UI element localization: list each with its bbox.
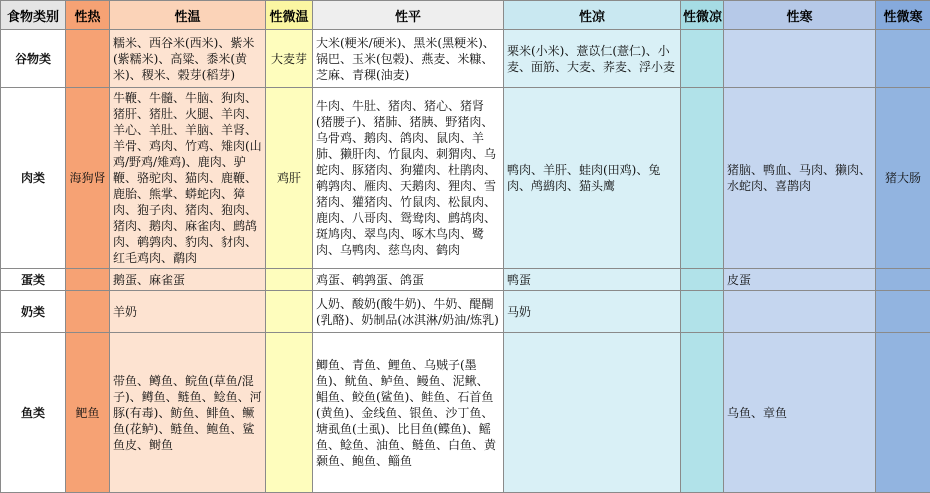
header-slightly-cool: 性微凉 — [681, 1, 724, 30]
table-row-eggs — [1, 269, 930, 291]
cell-neutral: 大米(粳米/硬米)、黑米(黑粳米)、锅巴、玉米(包榖)、燕麦、米糠、芝麻、青稞(油麦) — [313, 30, 504, 88]
header-slightly-cold: 性微寒 — [876, 1, 930, 30]
table-row-dairy — [1, 291, 930, 333]
category-cell: 蛋类 — [1, 269, 66, 291]
cell-hot — [66, 269, 110, 291]
cell-neutral: 鲫鱼、青鱼、鲤鱼、乌贼子(墨鱼)、鱿鱼、鲈鱼、鳗鱼、泥鳅、鲳鱼、鲛鱼(鲨鱼)、鲑鱼、石首鱼(黄鱼)、金线鱼、银鱼、沙丁鱼、塘虱鱼(土虱)、比目鱼(鲽鱼)、鳐鱼、鲶鱼、油鱼、鲢鱼、白鱼、黄颡鱼、鲍鱼、鲻鱼 — [313, 333, 504, 493]
category-cell: 鱼类 — [1, 333, 66, 493]
cell-hot: 海狗肾 — [66, 88, 110, 269]
cell-cool: 栗米(小米)、薏苡仁(薏仁)、小麦、面筋、大麦、荞麦、浮小麦 — [504, 30, 681, 88]
cell-cool — [504, 333, 681, 493]
cell-warm: 牛鞭、牛髓、牛脑、狗肉、猪肝、猪肚、火腿、羊肉、羊心、羊肚、羊脑、羊肾、羊骨、鸡肉、竹鸡、雉肉(山鸡/野鸡/雉鸡)、鹿肉、驴鞭、骆驼肉、猫肉、鹿鞭、鹿胎、熊掌、蟒蛇肉、獐肉、狍子肉、猪肉、狍肉、猪肉、鹅肉、麻雀肉、鹧鸪肉、鹌鹑肉、豹肉、豺肉、红毛鸡肉、鹬肉 — [110, 88, 266, 269]
cell-slightly-warm — [266, 333, 313, 493]
cell-cold: 猪脑、鸭血、马肉、獭肉、水蛇肉、喜鹊肉 — [724, 88, 876, 269]
header-slightly-warm: 性微温 — [266, 1, 313, 30]
cell-cool: 马奶 — [504, 291, 681, 333]
cell-hot — [66, 30, 110, 88]
table-row-meat — [1, 88, 930, 269]
cell-neutral: 人奶、酸奶(酸牛奶)、牛奶、醍醐(乳酪)、奶制品(冰淇淋/奶油/炼乳) — [313, 291, 504, 333]
cell-slightly-cool — [681, 88, 724, 269]
cell-neutral: 牛肉、牛肚、猪肉、猪心、猪肾(猪腰子)、猪肺、猪胰、野猪肉、乌骨鸡、鹅肉、鸽肉、鼠肉、羊肺、獭肝肉、竹鼠肉、刺猬肉、乌蛇肉、豚猪肉、狗獾肉、杜鹃肉、鹌鹑肉、雁肉、天鹅肉、狸肉、雪猪肉、獾猪肉、竹鼠肉、松鼠肉、鹿肉、八哥肉、鸳鸯肉、鹧鸪肉、斑鸠肉、翠鸟肉、啄木鸟肉、鹭肉、乌鸭肉、慈鸟肉、鹤肉 — [313, 88, 504, 269]
category-cell: 奶类 — [1, 291, 66, 333]
cell-slightly-cool — [681, 291, 724, 333]
cell-cold: 乌鱼、章鱼 — [724, 333, 876, 493]
category-cell: 谷物类 — [1, 30, 66, 88]
cell-cold — [724, 291, 876, 333]
table-row-fish — [1, 333, 930, 493]
cell-slightly-cold: 猪大肠 — [876, 88, 930, 269]
cell-cool: 鸭肉、羊肝、蛙肉(田鸡)、兔肉、鸬鹚肉、猫头鹰 — [504, 88, 681, 269]
cell-warm: 糯米、西谷米(西米)、紫米(紫糯米)、高粱、黍米(黄米)、稷米、榖芽(稻芽) — [110, 30, 266, 88]
cell-slightly-cool — [681, 30, 724, 88]
cell-slightly-cold — [876, 269, 930, 291]
cell-neutral: 鸡蛋、鹌鹑蛋、鸽蛋 — [313, 269, 504, 291]
cell-cold — [724, 30, 876, 88]
cell-slightly-warm: 大麦芽 — [266, 30, 313, 88]
cell-warm: 带鱼、鳟鱼、鲩鱼(草鱼/混子)、鳟鱼、鲢鱼、鲶鱼、河豚(有毒)、鲂鱼、鲱鱼、鳜鱼(花鲈)、鲢鱼、鲍鱼、鲨鱼皮、鲥鱼 — [110, 333, 266, 493]
cell-warm: 鹅蛋、麻雀蛋 — [110, 269, 266, 291]
category-cell: 肉类 — [1, 88, 66, 269]
cell-hot: 鲃鱼 — [66, 333, 110, 493]
cell-slightly-warm — [266, 291, 313, 333]
header-neutral: 性平 — [313, 1, 504, 30]
cell-hot — [66, 291, 110, 333]
cell-warm: 羊奶 — [110, 291, 266, 333]
header-warm: 性温 — [110, 1, 266, 30]
cell-cold: 皮蛋 — [724, 269, 876, 291]
cell-slightly-cold — [876, 291, 930, 333]
header-cold: 性寒 — [724, 1, 876, 30]
header-category: 食物类别 — [1, 1, 66, 30]
cell-slightly-warm: 鸡肝 — [266, 88, 313, 269]
cell-slightly-cool — [681, 333, 724, 493]
header-row — [1, 1, 930, 30]
header-hot: 性热 — [66, 1, 110, 30]
cell-slightly-cold — [876, 333, 930, 493]
cell-slightly-cool — [681, 269, 724, 291]
cell-slightly-cold — [876, 30, 930, 88]
header-cool: 性凉 — [504, 1, 681, 30]
cell-cool: 鸭蛋 — [504, 269, 681, 291]
table-row-grains — [1, 30, 930, 88]
cell-slightly-warm — [266, 269, 313, 291]
